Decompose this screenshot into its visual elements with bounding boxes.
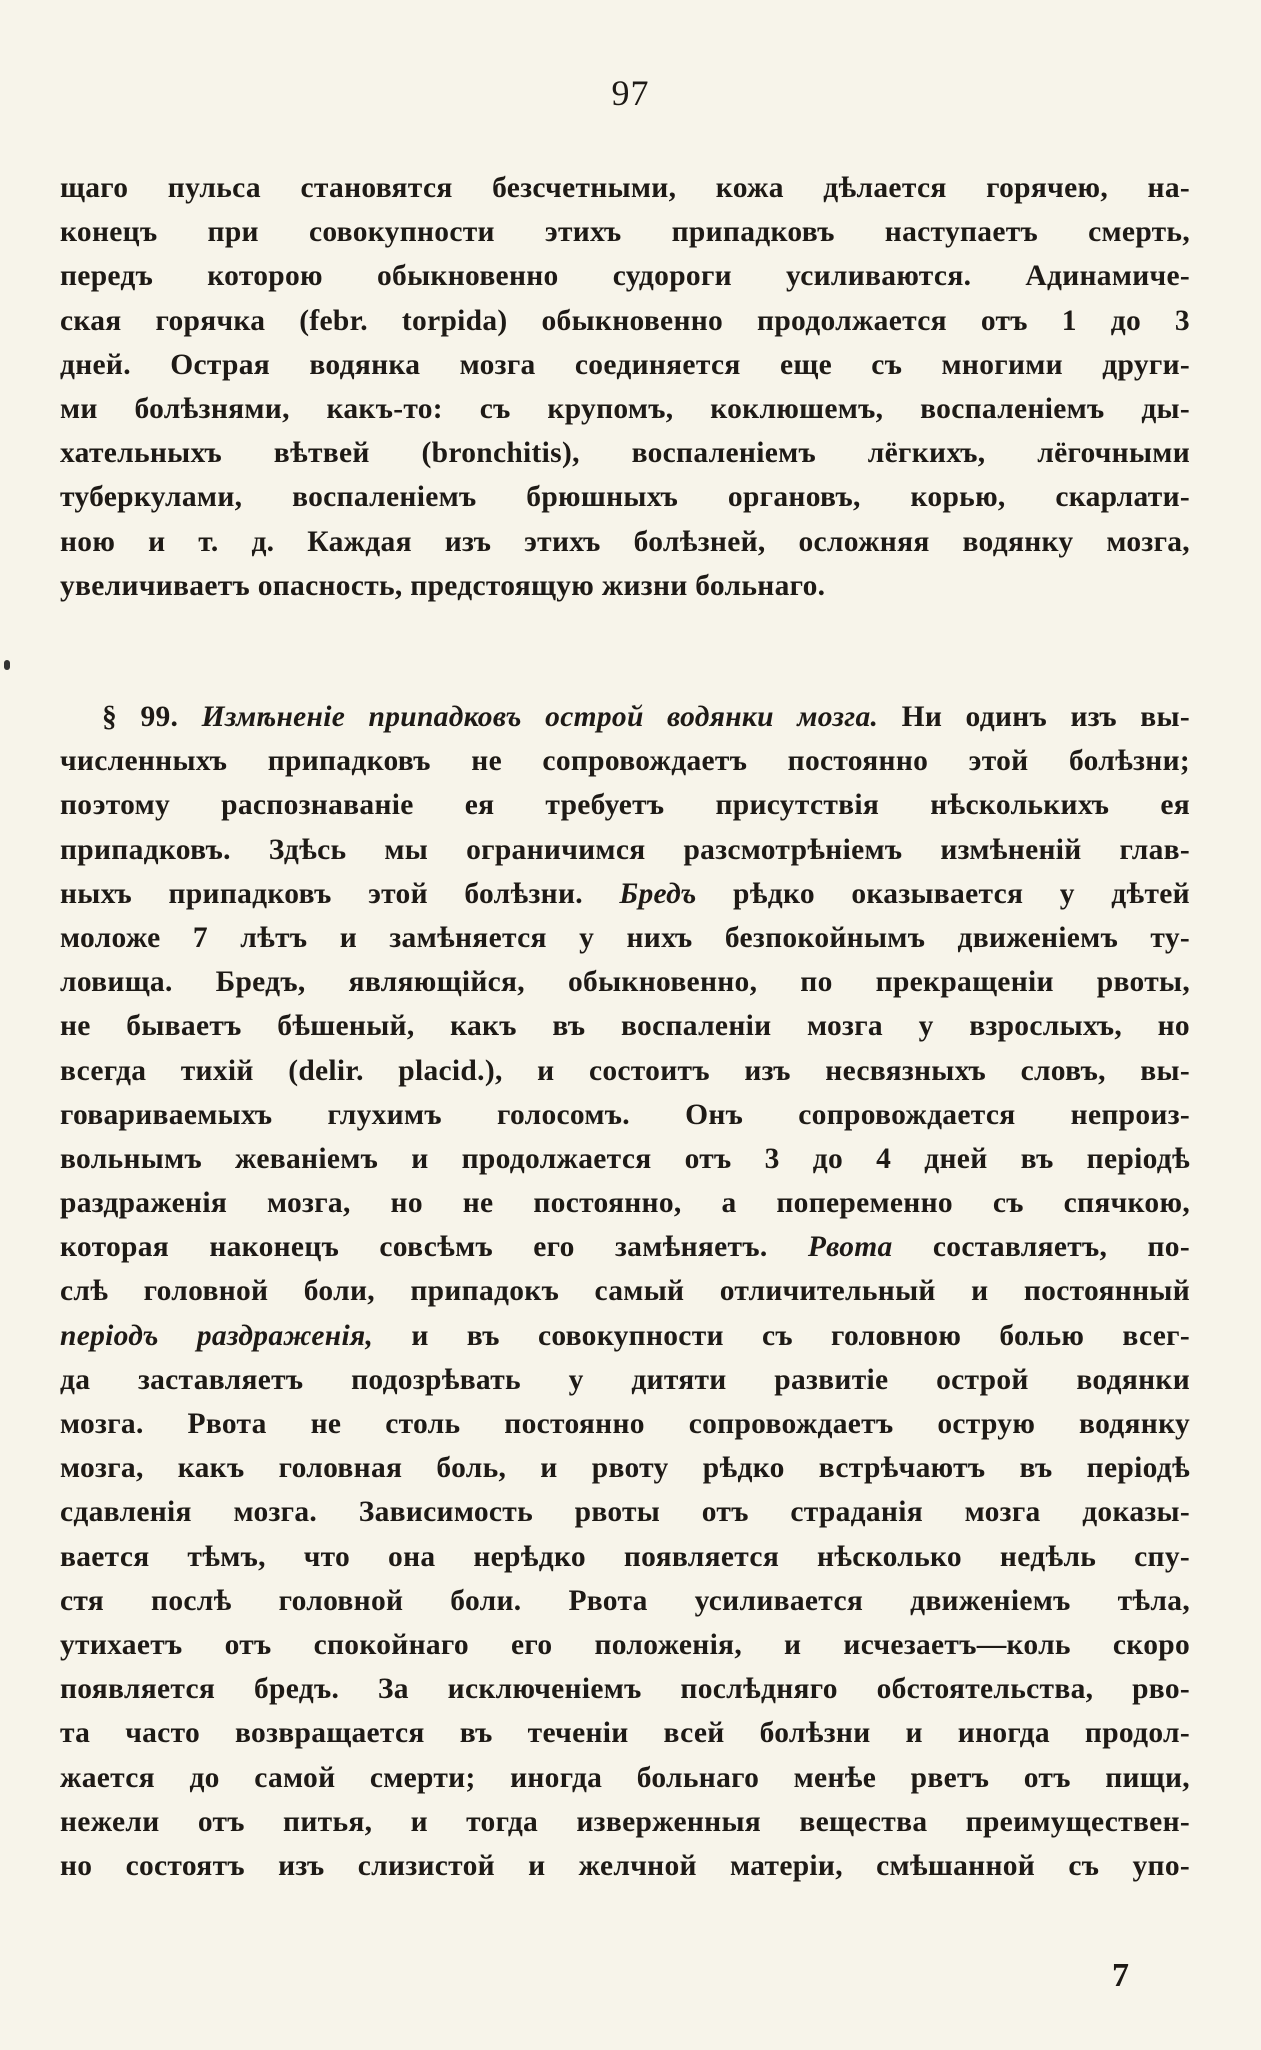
paragraph-section-99 (60, 695, 1190, 1888)
text-line: да заставляетъ подозрѣвать у дитяти развитіе острой водянки (60, 1363, 1190, 1396)
text-line: конецъ при совокупности этихъ припадковъ наступаетъ смерть, (60, 216, 1190, 249)
text-line: численныхъ припадковъ не сопровождаетъ постоянно этой болѣзни; (60, 745, 1190, 778)
text-line: жается до самой смерти; иногда больнаго менѣе рветъ отъ пищи, (60, 1761, 1190, 1794)
text-line: мозга, какъ головная боль, и рвоту рѣдко встрѣчаютъ въ періодѣ (60, 1452, 1190, 1485)
text-fragment: которая наконецъ совсѣмъ его замѣняетъ. (60, 1231, 768, 1264)
text-line: передъ которою обыкновенно судороги усиливаются. Адинамиче- (60, 260, 1190, 293)
text-line (60, 1314, 1190, 1358)
text-line: мозга. Рвота не столь постоянно сопровождаетъ острую водянку (60, 1408, 1190, 1440)
text-line: увеличиваетъ опасность, предстоящую жизни больнаго. (60, 569, 826, 602)
line-group (60, 739, 1190, 872)
section-title: Измѣненіе припадковъ острой водянки мозга. (201, 701, 879, 733)
text-fragment: составляетъ, по- (932, 1231, 1190, 1264)
text-line: утихаетъ отъ спокойнаго его положенія, и исчезаетъ—коль скоро (60, 1628, 1190, 1661)
text-line: вается тѣмъ, что она нерѣдко появляется нѣсколько недѣль спу- (60, 1540, 1190, 1573)
text-line: нежели отъ питья, и тогда изверженныя вещества преимуществен- (60, 1805, 1190, 1838)
section-number: § 99. (102, 701, 179, 733)
text-line: раздраженія мозга, но не постоянно, а попеременно съ спячкою, (60, 1187, 1190, 1220)
text-line: дней. Острая водянка мозга соединяется еще съ многими други- (60, 348, 1190, 381)
text-line: вольнымъ жеваніемъ и продолжается отъ 3 до 4 дней въ періодѣ (60, 1142, 1190, 1175)
text-line (60, 1225, 1190, 1269)
text-line: хательныхъ вѣтвей (bronchitis), воспаленіемъ лёгкихъ, лёгочными (60, 437, 1190, 470)
text-line: щаго пульса становятся безсчетными, кожа дѣлается горячею, на- (60, 172, 1190, 204)
text-line: туберкулами, воспаленіемъ брюшныхъ органовъ, корью, скарлати- (60, 481, 1190, 514)
text-line: ская горячка (febr. torpida) обыкновенно продолжается отъ 1 до 3 (60, 304, 1190, 337)
text-line: ною и т. д. Каждая изъ этихъ болѣзней, осложняя водянку мозга, (60, 525, 1190, 558)
text-line: та часто возвращается въ теченіи всей болѣзни и иногда продол- (60, 1717, 1190, 1750)
paragraph-continuation (60, 166, 1190, 608)
text-line: ловища. Бредъ, являющійся, обыкновенно, по прекращеніи рвоты, (60, 966, 1190, 999)
text-line: всегда тихій (delir. placid.), и состоитъ изъ несвязныхъ словъ, вы- (60, 1054, 1190, 1087)
text-line: сдавленія мозга. Зависимость рвоты отъ страданія мозга доказы- (60, 1496, 1190, 1529)
text-fragment: и въ совокупности съ головною болью всег- (411, 1319, 1190, 1352)
page-number: 97 (611, 73, 650, 113)
term-delirium: Бредъ (619, 877, 697, 910)
signature-mark: 7 (1112, 1957, 1129, 1994)
term-vomiting: Рвота (807, 1231, 893, 1264)
text-line: не бываетъ бѣшеный, какъ въ воспаленіи мозга у взрослыхъ, но (60, 1010, 1190, 1043)
text-line: припадковъ. Здѣсь мы ограничимся разсмотрѣніемъ измѣненій глав- (60, 833, 1190, 866)
text-line (60, 872, 1190, 916)
text-fragment: Ни одинъ изъ вы- (901, 701, 1190, 733)
text-line: но состоятъ изъ слизистой и желчной матеріи, смѣшанной съ упо- (60, 1849, 1190, 1882)
margin-ink-mark (4, 660, 10, 670)
text-line: говариваемыхъ глухимъ голосомъ. Онъ сопровождается непроиз- (60, 1098, 1190, 1131)
text-fragment: ныхъ припадковъ этой болѣзни. (60, 877, 583, 910)
text-line: ми болѣзнями, какъ-то: съ крупомъ, коклюшемъ, воспаленіемъ ды- (60, 392, 1190, 425)
line-group (60, 916, 1190, 1225)
text-line: слѣ головной боли, припадокъ самый отличительный и постоянный (60, 1275, 1190, 1308)
text-line (60, 695, 1190, 739)
text-line: появляется бредъ. За исключеніемъ послѣдняго обстоятельства, рво- (60, 1673, 1190, 1706)
term-irritation-period: періодъ раздраженія, (60, 1319, 374, 1352)
text-line: моложе 7 лѣтъ и замѣняется у нихъ безпокойнымъ движеніемъ ту- (60, 921, 1190, 954)
text-line: стя послѣ головной боли. Рвота усиливается движеніемъ тѣла, (60, 1584, 1190, 1617)
line-group (60, 1358, 1190, 1888)
text-line: поэтому распознаваніе ея требуетъ присутствія нѣсколькихъ ея (60, 789, 1190, 822)
text-fragment: рѣдко оказывается у дѣтей (733, 877, 1190, 910)
